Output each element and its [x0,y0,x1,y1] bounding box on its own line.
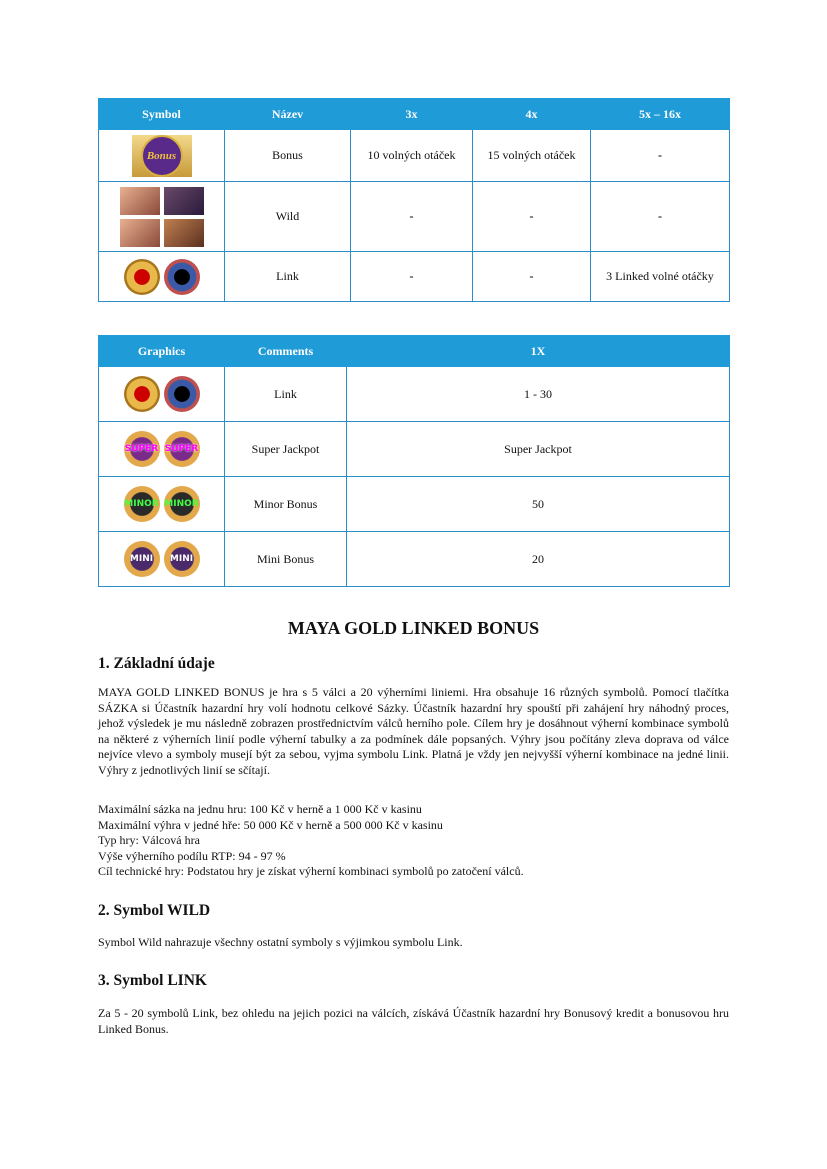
section-heading: 2. Symbol WILD [98,902,211,919]
value: 1 - 30 [347,367,730,422]
table-row [99,130,730,182]
symbol-name: Bonus [225,130,351,182]
value: 20 [347,532,730,587]
cell-5x: - [591,130,730,182]
cell-3x: - [351,252,473,302]
cell-3x: - [351,182,473,252]
comment: Mini Bonus [225,532,347,587]
document-title: MAYA GOLD LINKED BONUS [287,618,540,638]
link-gold-coin-icon [124,259,160,295]
comment: Super Jackpot [225,422,347,477]
table-row [99,182,730,252]
fact-line: Výše výherního podílu RTP: 94 - 97 % [98,848,286,863]
link-table-header [99,336,730,367]
table-row [99,477,730,532]
super-coin-icon: SUPER [164,431,200,467]
table-row [99,422,730,477]
col-header: Symbol [99,99,225,130]
value: Super Jackpot [347,422,730,477]
col-header: Graphics [99,336,225,367]
fact-line: Maximální sázka na jednu hru: 100 Kč v herně a 1 000 Kč v kasinu [98,802,422,816]
col-header: 4x [473,99,591,130]
cell-4x: 15 volných otáček [473,130,591,182]
fact-line: Typ hry: Válcová hra [98,833,200,848]
link-dark-coin-icon [164,376,200,412]
col-header: Comments [225,336,347,367]
mini-coin-icon: MINI [124,541,160,577]
cell-5x: 3 Linked volné otáčky [591,252,730,302]
link-table [98,335,730,587]
fact-line: Maximální výhra v jedné hře: 50 000 Kč v herně a 500 000 Kč v kasinu [98,817,443,832]
link-dark-coin-icon [164,259,200,295]
section-paragraph: Za 5 - 20 symbolů Link, bez ohledu na jejich pozici na válcích, získává Účastník hazardní hry Bonusový kredit a bonusovou hru Linked Bonus. [98,1006,729,1036]
comment: Link [225,367,347,422]
cell-5x: - [591,182,730,252]
bonus-symbol-icon [132,135,192,177]
game-facts [98,802,729,880]
cell-4x: - [473,182,591,252]
cell-4x: - [473,252,591,302]
fact-line: Cíl technické hry: Podstatou hry je získat výherní kombinaci symbolů po zatočení válců. [98,864,524,879]
link-gold-coin-icon [124,376,160,412]
comment: Minor Bonus [225,477,347,532]
super-coin-icon: SUPER [124,431,160,467]
paytable [98,98,730,302]
symbol-name: Link [225,252,351,302]
symbol-name: Wild [225,182,351,252]
col-header: Název [225,99,351,130]
minor-coin-icon: MINOR [164,486,200,522]
wild-symbol-icon [120,187,204,247]
value: 50 [347,477,730,532]
table-row [99,367,730,422]
section-paragraph: Symbol Wild nahrazuje všechny ostatní symboly s výjimkou symbolu Link. [98,935,463,949]
paytable-header [99,99,730,130]
mini-coin-icon: MINI [164,541,200,577]
minor-coin-icon: MINOR [124,486,160,522]
section-paragraph: MAYA GOLD LINKED BONUS je hra s 5 válci a 20 výherními liniemi. Hra obsahuje 16 různých symbolů. Pomocí tlačítka SÁZKA si Účastník hazardní hry volí hodnotu celkové Sázky. Účastník hazardní hry spouští při zahájení hry náhodný proces, jehož výsledek je mu následně zobrazen prostřednictvím válců herního pole. Cílem hry je dosáhnout výherní kombinace symbolů na některé z výherních linií podle výherní tabulky a za podmínek dále popsaných. Výhry jsou počítány zleva doprava od válce nejvíce vlevo a symboly musejí být za sebou, vyjma symbolu Link. Platná je vždy jen nejvyšší výherní kombinace na jedné linii. Výhry z jednotlivých linií se sčítají. [98,685,729,777]
table-row [99,252,730,302]
bonus-symbol-label: Bonus [141,135,183,177]
col-header: 5x – 16x [591,99,730,130]
section-heading: 1. Základní údaje [98,655,215,672]
section-heading: 3. Symbol LINK [98,972,207,989]
table-row [99,532,730,587]
col-header: 1X [347,336,730,367]
col-header: 3x [351,99,473,130]
cell-3x: 10 volných otáček [351,130,473,182]
